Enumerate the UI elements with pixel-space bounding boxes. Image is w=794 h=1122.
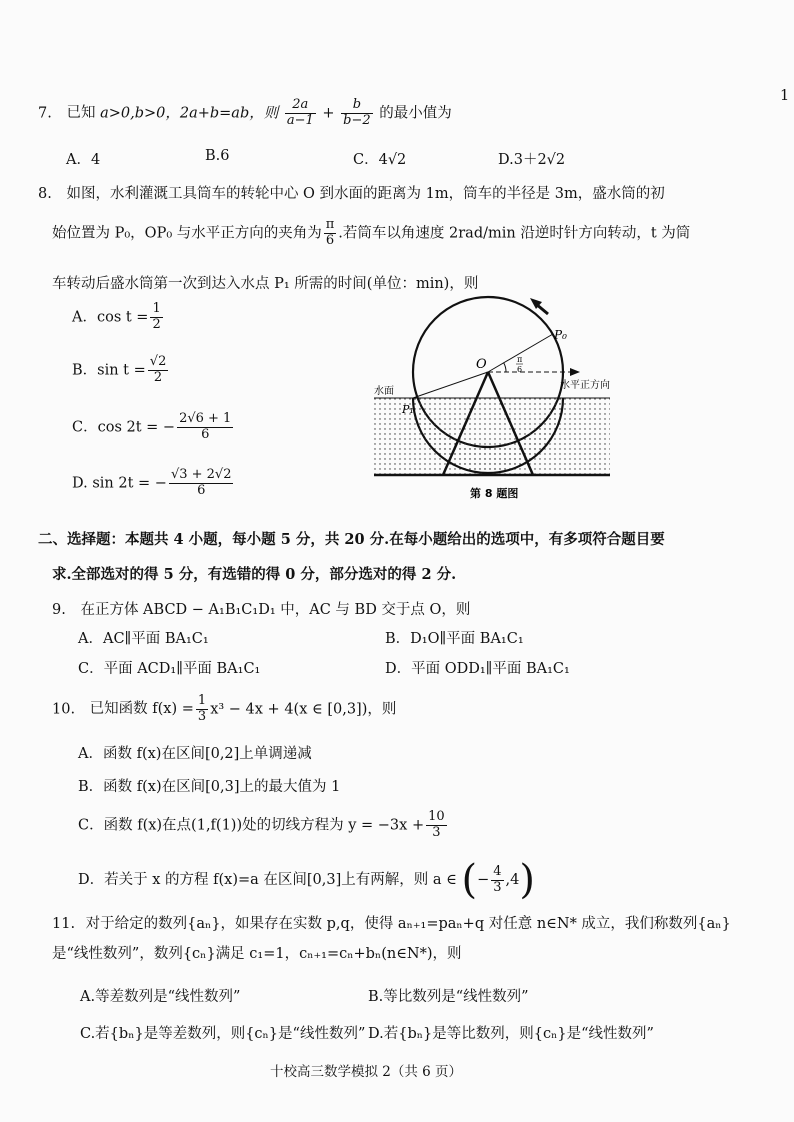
q9-option-d: D．平面 ODD₁∥平面 BA₁C₁ — [385, 661, 570, 677]
q9-option-c: C．平面 ACD₁∥平面 BA₁C₁ — [78, 661, 261, 677]
q7-fraction-2: $\frac{b}{b-2}$ — [343, 97, 371, 128]
question-9 — [52, 598, 470, 619]
q7-option-b: B.6 — [205, 148, 230, 164]
q11-option-a: A.等差数列是“线性数列” — [80, 989, 241, 1005]
q10-option-c: C．函数 f(x)在点(1,f(1))处的切线方程为 y = −3x + $\frac{10}{3}$ — [78, 809, 445, 840]
q10-number: 10. — [52, 701, 76, 718]
question-7 — [38, 98, 452, 129]
label-water: 水面 — [374, 386, 394, 397]
q8-number: 8. — [38, 186, 52, 202]
section-2-line-2: 求.全部选对的得 5 分，有选错的得 0 分，部分选对的得 2 分. — [52, 566, 457, 583]
page-corner-number: 1 — [780, 88, 790, 104]
q7-fraction-1: $\frac{2a}{a-1}$ — [286, 97, 314, 128]
q7-prefix: 已知 — [66, 105, 96, 122]
q8-line-2: 始位置为 P₀，OP₀ 与水平正方向的夹角为 $\frac{\pi}{6}$ .若筒车以角速度 2rad/min 沿逆时针方向转动，t 为筒 — [52, 217, 691, 248]
q7-option-c: C．4√2 — [353, 152, 407, 168]
q10-option-d: D．若关于 x 的方程 f(x)=a 在区间[0,3]上有两解，则 a ∈ (− $\frac{4}{3}$ ,4) — [78, 857, 535, 903]
q7-option-d: D.3＋2√2 — [498, 152, 566, 168]
q7-condition: a>0,b>0，2a+b=ab，则 — [100, 105, 279, 122]
figure-caption: 第 8 题图 — [470, 487, 519, 500]
q8-option-c: C．cos 2t = − $\frac{2√6 + 1}{6}$ — [72, 411, 232, 442]
waterwheel-diagram — [368, 292, 616, 510]
q9-option-b: B．D₁O∥平面 BA₁C₁ — [385, 631, 524, 647]
q11-option-d: D.若{bₙ}是等比数列，则{cₙ}是“线性数列” — [368, 1026, 654, 1042]
label-angle-den: 6 — [517, 365, 523, 374]
q8-figure — [368, 292, 616, 510]
horizontal-arrowhead — [570, 368, 580, 376]
q8-option-b: B．sin t = $\frac{√2}{2}$ — [72, 354, 167, 385]
question-8 — [38, 182, 665, 203]
q7-suffix: 的最小值为 — [379, 105, 452, 122]
label-horizontal: 水平正方向 — [560, 380, 610, 391]
label-o: O — [476, 357, 487, 372]
q11-option-b: B.等比数列是“线性数列” — [368, 989, 529, 1005]
label-p1: P₁ — [402, 403, 414, 416]
q7-option-a: A．4 — [66, 152, 101, 168]
label-angle-num: π — [517, 355, 523, 364]
label-p0: P₀ — [554, 328, 567, 342]
q8-line-3: 车转动后盛水筒第一次到达入水点 P₁ 所需的时间(单位：min)，则 — [52, 276, 479, 292]
q11-line-2: 是“线性数列”，数列{cₙ}满足 c₁=1，cₙ₊₁=cₙ+bₙ(n∈N*)，则 — [52, 946, 462, 962]
q9-number: 9. — [52, 602, 66, 618]
q7-number: 7. — [38, 105, 52, 122]
q11-number: 11. — [52, 916, 76, 932]
q7-plus: + — [322, 105, 335, 122]
section-2-line-1: 二、选择题：本题共 4 小题，每小题 5 分，共 20 分.在每小题给出的选项中，有多项符合题目要 — [38, 531, 665, 548]
q9-stem: 在正方体 ABCD − A₁B₁C₁D₁ 中，AC 与 BD 交于点 O，则 — [80, 602, 471, 618]
page-footer: 十校高三数学模拟 2（共 6 页） — [270, 1064, 463, 1080]
question-10: 10. 已知函数 f(x) = $\frac{1}{3}$ x³ − 4x + 4(x ∈ [0,3])，则 — [52, 693, 397, 724]
question-11 — [52, 912, 731, 933]
q10-option-a: A．函数 f(x)在区间[0,2]上单调递减 — [78, 746, 312, 762]
q8-option-d: D. sin 2t = − $\frac{√3 + 2√2}{6}$ — [72, 467, 232, 498]
q10-option-b: B．函数 f(x)在区间[0,3]上的最大值为 1 — [78, 779, 341, 795]
q9-option-a: A．AC∥平面 BA₁C₁ — [78, 631, 209, 647]
q11-line-1: 对于给定的数列{aₙ}，如果存在实数 p,q，使得 aₙ₊₁=paₙ+q 对任意 n∈N* 成立，我们称数列{aₙ} — [85, 916, 731, 932]
q8-option-a: A．cos t = $\frac{1}{2}$ — [72, 301, 161, 332]
q8-line-1: 如图，水利灌溉工具筒车的转轮中心 O 到水面的距离为 1m，筒车的半径是 3m，盛水筒的初 — [66, 186, 665, 202]
q11-option-c: C.若{bₙ}是等差数列，则{cₙ}是“线性数列” — [80, 1026, 366, 1042]
